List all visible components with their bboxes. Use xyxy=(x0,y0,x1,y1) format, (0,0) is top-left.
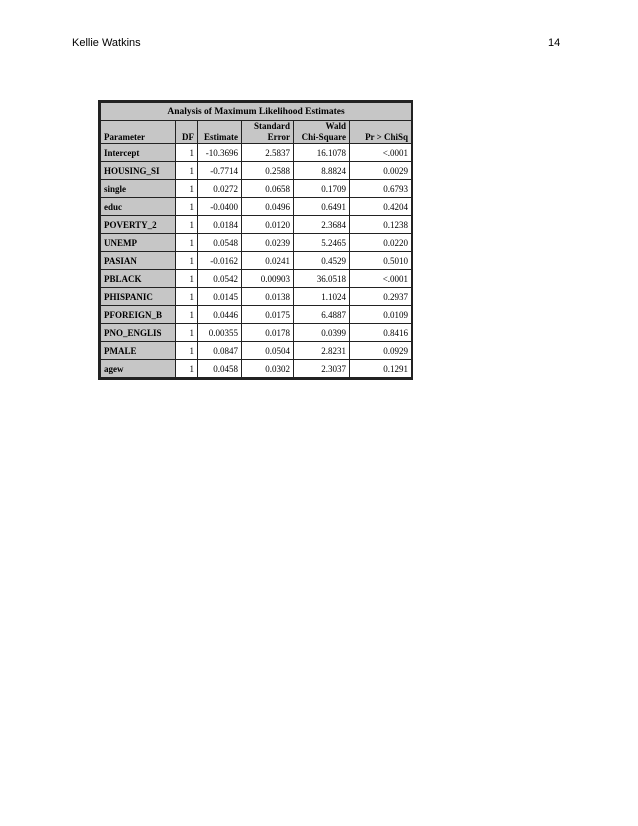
cell-chisq: 0.1709 xyxy=(294,180,350,198)
cell-estimate: 0.0542 xyxy=(198,270,242,288)
cell-pr: 0.2937 xyxy=(350,288,412,306)
cell-std-error: 0.0175 xyxy=(242,306,294,324)
cell-pr: 0.1238 xyxy=(350,216,412,234)
cell-estimate: 0.0458 xyxy=(198,360,242,378)
mle-table xyxy=(100,102,412,378)
cell-parameter: single xyxy=(101,180,176,198)
cell-std-error: 0.0178 xyxy=(242,324,294,342)
cell-estimate: 0.0184 xyxy=(198,216,242,234)
cell-std-error: 0.0138 xyxy=(242,288,294,306)
cell-std-error: 0.0120 xyxy=(242,216,294,234)
cell-chisq: 6.4887 xyxy=(294,306,350,324)
cell-estimate: 0.0548 xyxy=(198,234,242,252)
table-row xyxy=(101,306,412,324)
cell-parameter: HOUSING_SI xyxy=(101,162,176,180)
column-header-standard-error-line1: Standard xyxy=(253,121,290,131)
cell-pr: 0.5010 xyxy=(350,252,412,270)
table-row xyxy=(101,162,412,180)
cell-chisq: 36.0518 xyxy=(294,270,350,288)
cell-parameter: educ xyxy=(101,198,176,216)
cell-chisq: 5.2465 xyxy=(294,234,350,252)
cell-parameter: PASIAN xyxy=(101,252,176,270)
cell-df: 1 xyxy=(176,342,198,360)
cell-df: 1 xyxy=(176,360,198,378)
cell-estimate: -0.0400 xyxy=(198,198,242,216)
column-header-wald-line2: Chi-Square xyxy=(301,132,346,142)
cell-pr: <.0001 xyxy=(350,270,412,288)
table-row xyxy=(101,342,412,360)
table-row xyxy=(101,216,412,234)
column-header-standard-error-line2: Error xyxy=(267,132,290,142)
cell-df: 1 xyxy=(176,324,198,342)
cell-parameter: PBLACK xyxy=(101,270,176,288)
cell-pr: 0.1291 xyxy=(350,360,412,378)
cell-chisq: 0.6491 xyxy=(294,198,350,216)
cell-df: 1 xyxy=(176,198,198,216)
cell-std-error: 0.0241 xyxy=(242,252,294,270)
column-header-parameter: Parameter xyxy=(101,121,176,144)
cell-pr: 0.0220 xyxy=(350,234,412,252)
cell-std-error: 0.0239 xyxy=(242,234,294,252)
cell-parameter: POVERTY_2 xyxy=(101,216,176,234)
cell-std-error: 2.5837 xyxy=(242,144,294,162)
column-header-df: DF xyxy=(176,121,198,144)
cell-df: 1 xyxy=(176,216,198,234)
cell-estimate: 0.00355 xyxy=(198,324,242,342)
mle-table-container xyxy=(98,100,413,380)
cell-df: 1 xyxy=(176,306,198,324)
cell-chisq: 1.1024 xyxy=(294,288,350,306)
cell-chisq: 16.1078 xyxy=(294,144,350,162)
cell-pr: 0.0109 xyxy=(350,306,412,324)
table-row xyxy=(101,252,412,270)
cell-std-error: 0.00903 xyxy=(242,270,294,288)
cell-df: 1 xyxy=(176,162,198,180)
cell-parameter: agew xyxy=(101,360,176,378)
cell-df: 1 xyxy=(176,180,198,198)
cell-df: 1 xyxy=(176,234,198,252)
table-row xyxy=(101,324,412,342)
cell-chisq: 2.8231 xyxy=(294,342,350,360)
cell-pr: 0.0929 xyxy=(350,342,412,360)
cell-pr: 0.6793 xyxy=(350,180,412,198)
table-row xyxy=(101,180,412,198)
cell-pr: 0.0029 xyxy=(350,162,412,180)
column-header-estimate: Estimate xyxy=(198,121,242,144)
cell-estimate: -0.7714 xyxy=(198,162,242,180)
table-row xyxy=(101,360,412,378)
cell-parameter: PFOREIGN_B xyxy=(101,306,176,324)
table-row xyxy=(101,144,412,162)
cell-parameter: UNEMP xyxy=(101,234,176,252)
cell-std-error: 0.0302 xyxy=(242,360,294,378)
column-header-wald-chi-square xyxy=(294,121,350,144)
table-row xyxy=(101,198,412,216)
table-row xyxy=(101,270,412,288)
table-row xyxy=(101,234,412,252)
cell-pr: 0.8416 xyxy=(350,324,412,342)
column-header-standard-error xyxy=(242,121,294,144)
table-row xyxy=(101,288,412,306)
cell-estimate: 0.0145 xyxy=(198,288,242,306)
page-number: 14 xyxy=(548,37,561,49)
cell-estimate: 0.0272 xyxy=(198,180,242,198)
cell-std-error: 0.0504 xyxy=(242,342,294,360)
cell-estimate: 0.0847 xyxy=(198,342,242,360)
cell-pr: <.0001 xyxy=(350,144,412,162)
cell-chisq: 0.0399 xyxy=(294,324,350,342)
table-body xyxy=(101,144,412,378)
cell-std-error: 0.2588 xyxy=(242,162,294,180)
cell-estimate: -10.3696 xyxy=(198,144,242,162)
table-title: Analysis of Maximum Likelihood Estimates xyxy=(101,103,412,121)
cell-df: 1 xyxy=(176,252,198,270)
cell-parameter: PMALE xyxy=(101,342,176,360)
running-header-author: Kellie Watkins xyxy=(72,37,141,49)
cell-chisq: 8.8824 xyxy=(294,162,350,180)
cell-estimate: 0.0446 xyxy=(198,306,242,324)
column-header-wald-line1: Wald xyxy=(325,121,346,131)
cell-chisq: 2.3037 xyxy=(294,360,350,378)
cell-pr: 0.4204 xyxy=(350,198,412,216)
cell-parameter: Intercept xyxy=(101,144,176,162)
cell-df: 1 xyxy=(176,288,198,306)
cell-std-error: 0.0496 xyxy=(242,198,294,216)
cell-parameter: PHISPANIC xyxy=(101,288,176,306)
cell-chisq: 0.4529 xyxy=(294,252,350,270)
cell-parameter: PNO_ENGLIS xyxy=(101,324,176,342)
cell-chisq: 2.3684 xyxy=(294,216,350,234)
cell-std-error: 0.0658 xyxy=(242,180,294,198)
column-header-pr-chisq: Pr > ChiSq xyxy=(350,121,412,144)
cell-df: 1 xyxy=(176,270,198,288)
cell-estimate: -0.0162 xyxy=(198,252,242,270)
cell-df: 1 xyxy=(176,144,198,162)
